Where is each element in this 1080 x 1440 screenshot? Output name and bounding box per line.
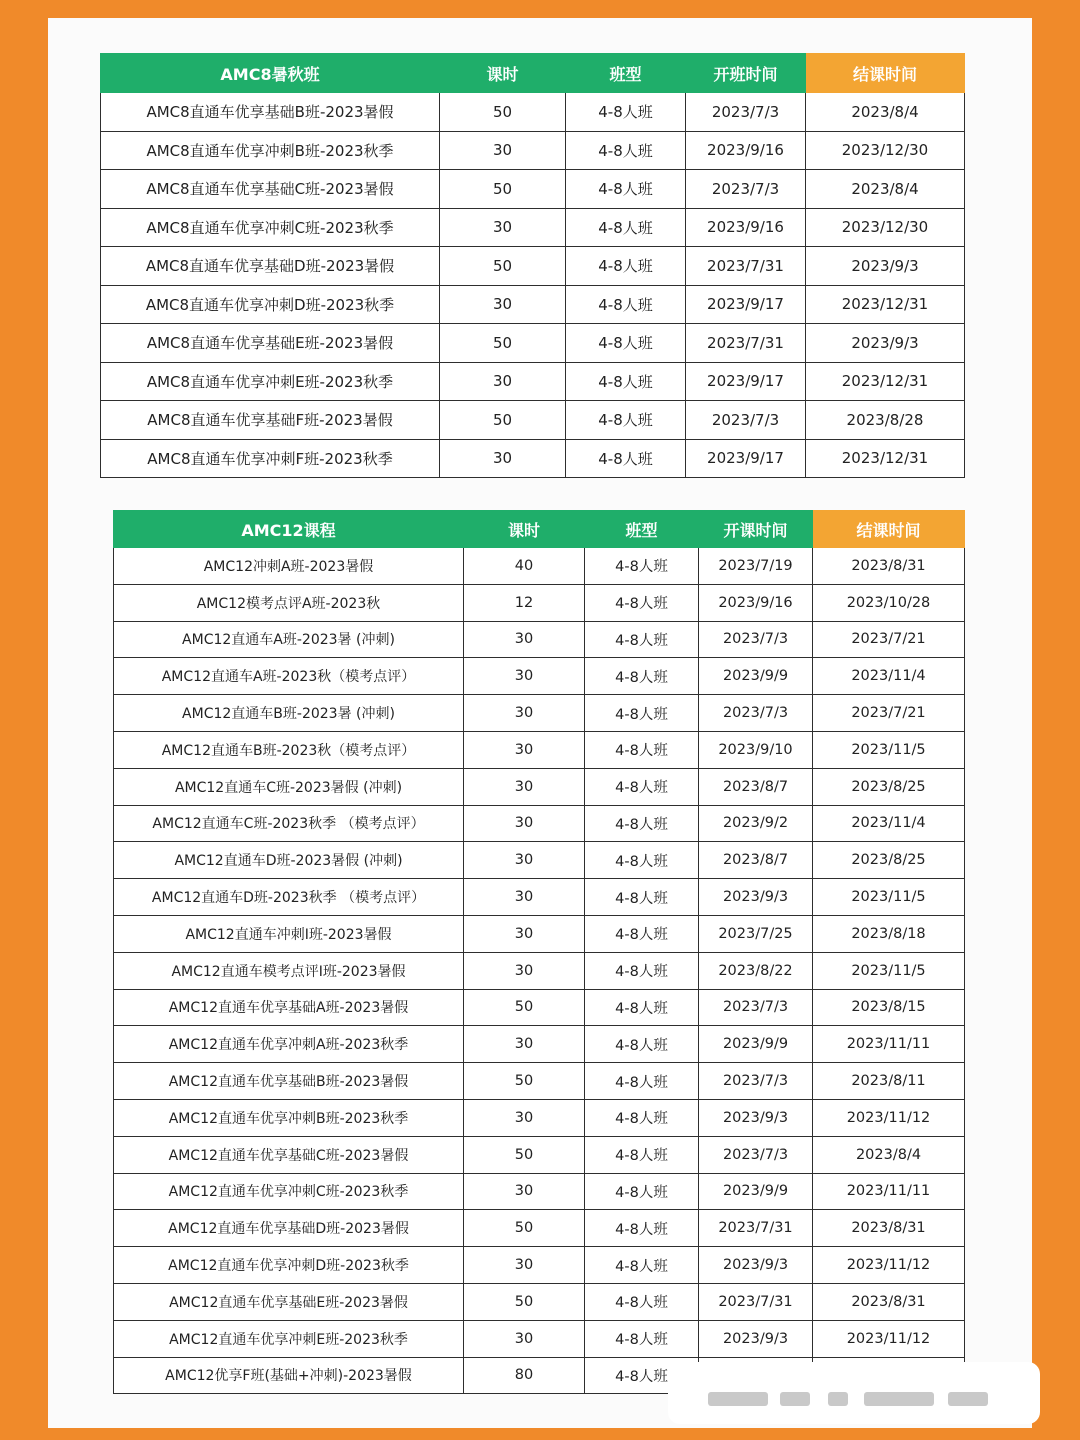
amc12-cell-hours: 30	[464, 1173, 585, 1210]
amc12-cell-name: AMC12直通车优享冲刺D班-2023秋季	[114, 1247, 464, 1284]
amc8-header-type: 班型	[566, 54, 686, 93]
amc12-cell-start: 2023/8/22	[699, 952, 813, 989]
amc8-cell-type: 4-8人班	[566, 93, 686, 132]
amc8-cell-end: 2023/8/4	[806, 93, 965, 132]
amc8-cell-hours: 50	[440, 247, 566, 286]
amc12-table-row	[114, 805, 965, 842]
amc12-cell-hours: 30	[464, 658, 585, 695]
amc8-cell-hours: 50	[440, 170, 566, 209]
amc12-table-row	[114, 915, 965, 952]
amc8-cell-hours: 50	[440, 401, 566, 440]
amc12-cell-type: 4-8人班	[585, 731, 699, 768]
amc8-table-row	[101, 324, 965, 363]
amc12-cell-name: AMC12优享F班(基础+冲刺)-2023暑假	[114, 1357, 464, 1394]
amc12-cell-start: 2023/9/2	[699, 805, 813, 842]
amc12-cell-end: 2023/8/11	[813, 1063, 965, 1100]
amc12-cell-start: 2023/9/9	[699, 1026, 813, 1063]
amc12-cell-name: AMC12直通车C班-2023暑假 (冲刺)	[114, 768, 464, 805]
amc12-cell-hours: 30	[464, 1026, 585, 1063]
amc8-schedule-table	[100, 53, 965, 478]
amc12-cell-start: 2023/9/16	[699, 584, 813, 621]
amc12-cell-hours: 80	[464, 1357, 585, 1394]
amc12-cell-type: 4-8人班	[585, 805, 699, 842]
amc8-cell-end: 2023/12/31	[806, 285, 965, 324]
amc8-cell-type: 4-8人班	[566, 324, 686, 363]
amc8-cell-end: 2023/9/3	[806, 324, 965, 363]
amc8-cell-name: AMC8直通车优享基础E班-2023暑假	[101, 324, 440, 363]
amc12-cell-hours: 30	[464, 695, 585, 732]
amc8-cell-hours: 30	[440, 362, 566, 401]
amc8-cell-hours: 30	[440, 131, 566, 170]
amc12-cell-name: AMC12直通车D班-2023秋季 （模考点评）	[114, 879, 464, 916]
amc8-cell-type: 4-8人班	[566, 439, 686, 478]
amc12-cell-hours: 50	[464, 1136, 585, 1173]
amc12-cell-hours: 30	[464, 1099, 585, 1136]
amc8-cell-name: AMC8直通车优享冲刺F班-2023秋季	[101, 439, 440, 478]
amc8-cell-start: 2023/7/3	[686, 401, 806, 440]
amc12-table-row	[114, 695, 965, 732]
amc12-cell-end: 2023/11/11	[813, 1026, 965, 1063]
amc12-header-name: AMC12课程	[114, 511, 464, 548]
amc12-cell-name: AMC12直通车优享基础C班-2023暑假	[114, 1136, 464, 1173]
amc12-cell-hours: 30	[464, 1247, 585, 1284]
amc12-header-end: 结课时间	[813, 511, 965, 548]
amc12-cell-end: 2023/8/31	[813, 548, 965, 585]
amc12-table-row	[114, 1136, 965, 1173]
amc12-cell-type: 4-8人班	[585, 1247, 699, 1284]
amc12-table-row	[114, 1063, 965, 1100]
amc12-cell-end: 2023/11/4	[813, 658, 965, 695]
amc12-cell-end: 2023/8/25	[813, 768, 965, 805]
amc12-cell-hours: 50	[464, 1210, 585, 1247]
amc12-cell-end: 2023/8/25	[813, 842, 965, 879]
amc12-cell-name: AMC12直通车C班-2023秋季 （模考点评）	[114, 805, 464, 842]
amc12-cell-hours: 30	[464, 915, 585, 952]
amc12-cell-name: AMC12直通车优享基础D班-2023暑假	[114, 1210, 464, 1247]
amc12-table-row	[114, 842, 965, 879]
amc12-cell-type: 4-8人班	[585, 879, 699, 916]
amc12-cell-name: AMC12模考点评A班-2023秋	[114, 584, 464, 621]
amc12-table-row	[114, 1210, 965, 1247]
amc12-table-row	[114, 1026, 965, 1063]
amc8-cell-name: AMC8直通车优享基础F班-2023暑假	[101, 401, 440, 440]
amc8-cell-end: 2023/8/4	[806, 170, 965, 209]
amc8-table-row	[101, 170, 965, 209]
amc8-cell-name: AMC8直通车优享冲刺C班-2023秋季	[101, 208, 440, 247]
amc8-cell-type: 4-8人班	[566, 362, 686, 401]
amc12-cell-type: 4-8人班	[585, 1320, 699, 1357]
amc12-table-row	[114, 1283, 965, 1320]
amc12-cell-type: 4-8人班	[585, 695, 699, 732]
amc8-cell-hours: 50	[440, 93, 566, 132]
amc8-cell-type: 4-8人班	[566, 285, 686, 324]
amc12-table-row	[114, 1320, 965, 1357]
amc12-cell-type: 4-8人班	[585, 989, 699, 1026]
amc12-cell-hours: 30	[464, 952, 585, 989]
amc12-cell-type: 4-8人班	[585, 1099, 699, 1136]
amc12-table-row	[114, 879, 965, 916]
amc12-cell-end: 2023/7/21	[813, 695, 965, 732]
amc12-cell-end: 2023/8/4	[813, 1136, 965, 1173]
blurred-watermark	[668, 1362, 1040, 1424]
amc12-cell-end: 2023/11/5	[813, 879, 965, 916]
amc12-cell-name: AMC12直通车D班-2023暑假 (冲刺)	[114, 842, 464, 879]
amc8-cell-name: AMC8直通车优享基础D班-2023暑假	[101, 247, 440, 286]
amc12-header-type: 班型	[585, 511, 699, 548]
amc8-cell-start: 2023/7/3	[686, 170, 806, 209]
amc8-table-row	[101, 93, 965, 132]
amc12-cell-name: AMC12直通车优享冲刺B班-2023秋季	[114, 1099, 464, 1136]
amc8-cell-hours: 30	[440, 439, 566, 478]
amc8-cell-start: 2023/9/17	[686, 362, 806, 401]
amc12-cell-hours: 50	[464, 1063, 585, 1100]
amc12-cell-start: 2023/7/31	[699, 1210, 813, 1247]
amc12-cell-start: 2023/8/7	[699, 842, 813, 879]
amc12-cell-start: 2023/7/19	[699, 548, 813, 585]
amc8-cell-start: 2023/9/17	[686, 439, 806, 478]
amc12-cell-name: AMC12直通车优享冲刺A班-2023秋季	[114, 1026, 464, 1063]
amc12-cell-name: AMC12直通车优享冲刺E班-2023秋季	[114, 1320, 464, 1357]
amc8-cell-start: 2023/9/16	[686, 131, 806, 170]
amc12-cell-start: 2023/9/3	[699, 1247, 813, 1284]
amc12-cell-type: 4-8人班	[585, 1357, 699, 1394]
amc12-header-row	[114, 511, 965, 548]
amc12-cell-hours: 12	[464, 584, 585, 621]
amc8-table-row	[101, 208, 965, 247]
amc8-header-hours: 课时	[440, 54, 566, 93]
amc12-cell-start: 2023/7/31	[699, 1283, 813, 1320]
amc8-cell-name: AMC8直通车优享基础C班-2023暑假	[101, 170, 440, 209]
amc12-table-row	[114, 658, 965, 695]
amc12-cell-start: 2023/7/3	[699, 989, 813, 1026]
amc12-table-row	[114, 731, 965, 768]
amc8-cell-start: 2023/9/16	[686, 208, 806, 247]
amc12-cell-type: 4-8人班	[585, 1173, 699, 1210]
amc12-cell-hours: 30	[464, 768, 585, 805]
amc12-table-row	[114, 768, 965, 805]
amc8-cell-type: 4-8人班	[566, 208, 686, 247]
amc12-cell-name: AMC12冲刺A班-2023暑假	[114, 548, 464, 585]
amc12-cell-hours: 40	[464, 548, 585, 585]
amc12-table-row	[114, 952, 965, 989]
amc12-cell-start: 2023/9/3	[699, 879, 813, 916]
amc12-cell-type: 4-8人班	[585, 1136, 699, 1173]
amc8-cell-end: 2023/12/30	[806, 208, 965, 247]
amc8-table-row	[101, 401, 965, 440]
amc12-cell-hours: 30	[464, 805, 585, 842]
amc8-cell-type: 4-8人班	[566, 401, 686, 440]
amc8-cell-name: AMC8直通车优享基础B班-2023暑假	[101, 93, 440, 132]
amc12-cell-end: 2023/11/4	[813, 805, 965, 842]
amc8-header-end: 结课时间	[806, 54, 965, 93]
amc12-cell-end: 2023/11/12	[813, 1099, 965, 1136]
amc8-cell-name: AMC8直通车优享冲刺B班-2023秋季	[101, 131, 440, 170]
amc8-cell-start: 2023/7/3	[686, 93, 806, 132]
amc12-cell-hours: 30	[464, 621, 585, 658]
amc12-cell-start: 2023/7/25	[699, 915, 813, 952]
amc8-table-row	[101, 131, 965, 170]
amc8-table-row	[101, 285, 965, 324]
amc12-table-row	[114, 1173, 965, 1210]
amc12-cell-hours: 30	[464, 731, 585, 768]
amc8-cell-type: 4-8人班	[566, 170, 686, 209]
amc8-cell-end: 2023/9/3	[806, 247, 965, 286]
amc12-cell-end: 2023/11/11	[813, 1173, 965, 1210]
amc12-cell-hours: 30	[464, 879, 585, 916]
amc12-cell-start: 2023/7/3	[699, 695, 813, 732]
amc12-cell-type: 4-8人班	[585, 952, 699, 989]
amc12-cell-name: AMC12直通车优享基础A班-2023暑假	[114, 989, 464, 1026]
amc12-cell-end: 2023/8/31	[813, 1210, 965, 1247]
amc12-cell-name: AMC12直通车冲刺I班-2023暑假	[114, 915, 464, 952]
amc12-cell-name: AMC12直通车优享基础E班-2023暑假	[114, 1283, 464, 1320]
amc12-table-row	[114, 584, 965, 621]
amc12-cell-end: 2023/11/5	[813, 952, 965, 989]
amc12-cell-hours: 50	[464, 989, 585, 1026]
amc12-cell-hours: 30	[464, 1320, 585, 1357]
amc8-cell-hours: 50	[440, 324, 566, 363]
amc8-table-row	[101, 247, 965, 286]
amc12-cell-start: 2023/7/3	[699, 1136, 813, 1173]
amc12-cell-start: 2023/9/9	[699, 658, 813, 695]
amc8-table-row	[101, 439, 965, 478]
amc8-cell-end: 2023/12/30	[806, 131, 965, 170]
amc8-header-start: 开班时间	[686, 54, 806, 93]
amc12-cell-hours: 30	[464, 842, 585, 879]
amc8-cell-name: AMC8直通车优享冲刺E班-2023秋季	[101, 362, 440, 401]
amc12-schedule-table	[113, 510, 965, 1394]
amc12-cell-name: AMC12直通车A班-2023暑 (冲刺)	[114, 621, 464, 658]
amc12-cell-end: 2023/11/12	[813, 1247, 965, 1284]
amc8-header-row	[101, 54, 965, 93]
amc8-cell-end: 2023/8/28	[806, 401, 965, 440]
amc12-cell-end: 2023/10/28	[813, 584, 965, 621]
amc8-cell-start: 2023/7/31	[686, 247, 806, 286]
amc12-cell-start: 2023/9/10	[699, 731, 813, 768]
amc12-cell-start: 2023/9/3	[699, 1320, 813, 1357]
amc12-cell-type: 4-8人班	[585, 842, 699, 879]
amc8-cell-hours: 30	[440, 285, 566, 324]
amc12-cell-start: 2023/9/3	[699, 1099, 813, 1136]
amc8-cell-end: 2023/12/31	[806, 439, 965, 478]
amc12-cell-type: 4-8人班	[585, 1283, 699, 1320]
amc12-table-row	[114, 989, 965, 1026]
amc12-cell-start: 2023/8/7	[699, 768, 813, 805]
amc12-cell-name: AMC12直通车优享冲刺C班-2023秋季	[114, 1173, 464, 1210]
amc12-cell-type: 4-8人班	[585, 548, 699, 585]
amc12-cell-name: AMC12直通车模考点评I班-2023暑假	[114, 952, 464, 989]
amc12-table-row	[114, 1247, 965, 1284]
amc12-header-start: 开课时间	[699, 511, 813, 548]
amc12-cell-start: 2023/7/3	[699, 621, 813, 658]
amc12-cell-end: 2023/11/12	[813, 1320, 965, 1357]
amc12-cell-type: 4-8人班	[585, 584, 699, 621]
amc12-cell-name: AMC12直通车优享基础B班-2023暑假	[114, 1063, 464, 1100]
amc12-table-row	[114, 548, 965, 585]
amc8-cell-start: 2023/7/31	[686, 324, 806, 363]
amc12-cell-type: 4-8人班	[585, 915, 699, 952]
amc8-cell-start: 2023/9/17	[686, 285, 806, 324]
amc8-cell-type: 4-8人班	[566, 247, 686, 286]
amc12-cell-start: 2023/7/3	[699, 1063, 813, 1100]
amc12-cell-name: AMC12直通车B班-2023暑 (冲刺)	[114, 695, 464, 732]
amc12-cell-type: 4-8人班	[585, 621, 699, 658]
amc12-cell-name: AMC12直通车B班-2023秋（模考点评）	[114, 731, 464, 768]
amc12-cell-hours: 50	[464, 1283, 585, 1320]
amc12-cell-end: 2023/8/18	[813, 915, 965, 952]
amc12-cell-start: 2023/9/9	[699, 1173, 813, 1210]
amc8-cell-name: AMC8直通车优享冲刺D班-2023秋季	[101, 285, 440, 324]
amc12-cell-type: 4-8人班	[585, 1210, 699, 1247]
amc12-cell-type: 4-8人班	[585, 658, 699, 695]
amc12-cell-end: 2023/8/31	[813, 1283, 965, 1320]
amc8-cell-type: 4-8人班	[566, 131, 686, 170]
amc12-cell-type: 4-8人班	[585, 768, 699, 805]
amc12-cell-end: 2023/7/21	[813, 621, 965, 658]
amc12-cell-end: 2023/8/15	[813, 989, 965, 1026]
amc8-table-row	[101, 362, 965, 401]
amc12-cell-type: 4-8人班	[585, 1026, 699, 1063]
amc8-cell-hours: 30	[440, 208, 566, 247]
amc8-cell-end: 2023/12/31	[806, 362, 965, 401]
amc12-table-row	[114, 1099, 965, 1136]
amc12-cell-name: AMC12直通车A班-2023秋（模考点评）	[114, 658, 464, 695]
amc12-header-hours: 课时	[464, 511, 585, 548]
amc12-cell-end: 2023/11/5	[813, 731, 965, 768]
amc12-cell-type: 4-8人班	[585, 1063, 699, 1100]
amc12-table-row	[114, 621, 965, 658]
amc8-header-name: AMC8暑秋班	[101, 54, 440, 93]
